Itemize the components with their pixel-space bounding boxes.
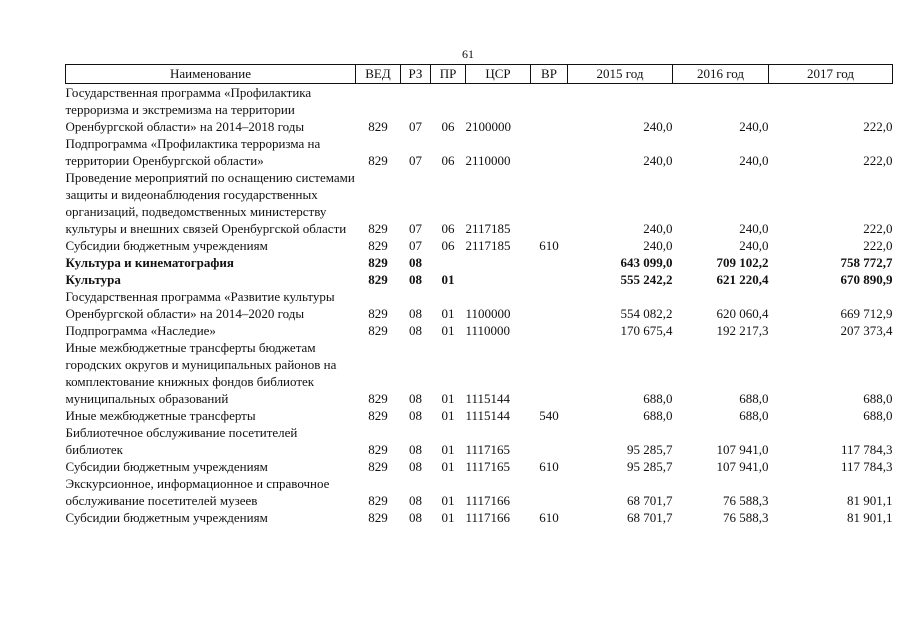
row-2016: 192 217,3 (716, 323, 769, 338)
row-rz: 07 (409, 238, 422, 253)
row-ved: 829 (368, 255, 388, 270)
header-name: Наименование (66, 65, 356, 84)
row-csr: 2110000 (465, 153, 511, 168)
row-2017: 81 901,1 (847, 493, 893, 508)
row-name: Подпрограмма «Наследие» (65, 323, 216, 338)
header-vr: ВР (531, 65, 568, 84)
row-2016: 107 941,0 (716, 459, 769, 474)
header-csr: ЦСР (466, 65, 531, 84)
row-csr: 1110000 (465, 323, 511, 338)
row-2017: 117 784,3 (840, 442, 893, 457)
row-name: Культура и кинематография (65, 255, 234, 270)
row-2016: 240,0 (739, 238, 769, 253)
row-2016: 76 588,3 (723, 493, 769, 508)
table-row (66, 271, 893, 288)
row-csr (466, 271, 531, 288)
table-row (66, 237, 893, 254)
row-csr: 2100000 (465, 119, 511, 134)
row-2016: 688,0 (739, 408, 769, 423)
row-2015: 170 675,4 (620, 323, 673, 338)
row-ved: 829 (368, 272, 388, 287)
row-2017: 669 712,9 (840, 306, 893, 321)
row-vr: 540 (539, 408, 559, 423)
row-vr (531, 339, 568, 407)
row-csr: 1117165 (465, 459, 511, 474)
header-pr: ПР (431, 65, 466, 84)
table-row (66, 322, 893, 339)
row-2015: 68 701,7 (627, 493, 673, 508)
row-pr: 01 (441, 272, 455, 287)
row-vr: 610 (539, 238, 559, 253)
row-name: Субсидии бюджетным учреждениям (65, 238, 268, 253)
row-2017: 222,0 (863, 238, 893, 253)
row-pr: 01 (441, 323, 455, 338)
row-pr: 01 (441, 442, 455, 457)
row-name: Иные межбюджетные трансферты бюджетам городских округов и муниципальных районов на комплектование книжных фондов библиотек муниципальных образований (65, 340, 337, 406)
row-pr: 01 (441, 408, 455, 423)
row-pr: 06 (441, 221, 455, 236)
row-2016: 240,0 (739, 153, 769, 168)
row-ved: 829 (368, 442, 388, 457)
row-vr (531, 288, 568, 322)
budget-table (65, 64, 893, 526)
row-2016: 620 060,4 (716, 306, 769, 321)
row-vr (531, 135, 568, 169)
row-rz: 08 (409, 442, 422, 457)
row-2015: 555 242,2 (620, 272, 673, 287)
row-name: Субсидии бюджетным учреждениям (65, 510, 268, 525)
row-name: Библиотечное обслуживание посетителей библиотек (65, 425, 298, 457)
row-pr: 06 (441, 153, 455, 168)
row-2016: 107 941,0 (716, 442, 769, 457)
row-2017: 222,0 (863, 153, 893, 168)
row-2015: 240,0 (643, 238, 673, 253)
row-2015: 95 285,7 (627, 459, 673, 474)
row-pr: 01 (441, 510, 455, 525)
row-pr: 06 (441, 119, 455, 134)
row-rz: 08 (409, 306, 422, 321)
row-pr: 01 (441, 459, 455, 474)
row-vr (531, 475, 568, 509)
header-2016: 2016 год (673, 65, 769, 84)
row-ved: 829 (368, 153, 388, 168)
row-vr (531, 271, 568, 288)
row-2017: 222,0 (863, 119, 893, 134)
row-2015: 554 082,2 (620, 306, 673, 321)
row-2015: 688,0 (643, 408, 673, 423)
row-name: Государственная программа «Профилактика терроризма и экстремизма на территории Оренбургской области» на 2014–2018 годы (65, 85, 312, 134)
row-vr: 610 (539, 510, 559, 525)
header-2017: 2017 год (769, 65, 893, 84)
row-csr: 1117166 (465, 510, 511, 525)
row-2017: 688,0 (863, 408, 893, 423)
row-2016: 709 102,2 (716, 255, 769, 270)
row-2017: 758 772,7 (840, 255, 893, 270)
row-2017: 222,0 (863, 221, 893, 236)
row-csr: 1115144 (465, 408, 511, 423)
row-2017: 81 901,1 (847, 510, 893, 525)
row-csr: 2117185 (465, 238, 511, 253)
row-rz: 08 (409, 459, 422, 474)
table-row (66, 424, 893, 458)
row-2015: 688,0 (643, 391, 673, 406)
row-name: Проведение мероприятий по оснащению системами защиты и видеонаблюдения государственных организаций, подведомственных министерству культуры и внешних связей Оренбургской области (65, 170, 355, 236)
row-rz: 08 (409, 408, 422, 423)
page-number: 61 (462, 47, 474, 61)
row-name: Субсидии бюджетным учреждениям (65, 459, 268, 474)
row-2016: 240,0 (739, 119, 769, 134)
row-csr: 1115144 (465, 391, 511, 406)
row-ved: 829 (368, 459, 388, 474)
row-rz: 07 (409, 119, 422, 134)
row-vr (531, 84, 568, 136)
row-vr: 610 (539, 459, 559, 474)
row-rz: 08 (409, 323, 422, 338)
row-name: Подпрограмма «Профилактика терроризма на территории Оренбургской области» (65, 136, 321, 168)
row-vr (531, 322, 568, 339)
row-rz: 07 (409, 221, 422, 236)
row-rz: 08 (409, 272, 422, 287)
table-row (66, 135, 893, 169)
row-rz: 08 (409, 391, 422, 406)
row-pr: 01 (441, 391, 455, 406)
row-name: Культура (65, 272, 121, 287)
row-ved: 829 (368, 510, 388, 525)
row-2015: 240,0 (643, 221, 673, 236)
row-pr (431, 254, 466, 271)
row-2015: 240,0 (643, 153, 673, 168)
row-name: Иные межбюджетные трансферты (65, 408, 256, 423)
row-pr: 01 (441, 493, 455, 508)
row-vr (531, 254, 568, 271)
row-rz: 08 (409, 255, 422, 270)
row-ved: 829 (368, 306, 388, 321)
table-row (66, 254, 893, 271)
row-2016: 688,0 (739, 391, 769, 406)
row-ved: 829 (368, 221, 388, 236)
row-csr: 1100000 (465, 306, 511, 321)
row-2015: 240,0 (643, 119, 673, 134)
table-row (66, 169, 893, 237)
header-ved: ВЕД (356, 65, 401, 84)
table-row (66, 339, 893, 407)
table-row (66, 407, 893, 424)
table-row (66, 288, 893, 322)
table-row (66, 475, 893, 509)
row-rz: 07 (409, 153, 422, 168)
row-rz: 08 (409, 510, 422, 525)
row-ved: 829 (368, 323, 388, 338)
row-ved: 829 (368, 238, 388, 253)
row-2017: 117 784,3 (840, 459, 893, 474)
row-csr (466, 254, 531, 271)
row-2016: 76 588,3 (723, 510, 769, 525)
row-csr: 1117165 (465, 442, 511, 457)
row-name: Экскурсионное, информационное и справочное обслуживание посетителей музеев (65, 476, 330, 508)
row-2015: 68 701,7 (627, 510, 673, 525)
row-ved: 829 (368, 408, 388, 423)
row-vr (531, 169, 568, 237)
header-rz: РЗ (401, 65, 431, 84)
row-vr (531, 424, 568, 458)
row-2015: 643 099,0 (620, 255, 673, 270)
row-csr: 2117185 (465, 221, 511, 236)
row-ved: 829 (368, 391, 388, 406)
table-header (66, 65, 893, 84)
row-2017: 670 890,9 (840, 272, 893, 287)
row-name: Государственная программа «Развитие культуры Оренбургской области» на 2014–2020 годы (65, 289, 335, 321)
row-rz: 08 (409, 493, 422, 508)
row-pr: 06 (441, 238, 455, 253)
header-2015: 2015 год (568, 65, 673, 84)
row-2017: 207 373,4 (840, 323, 893, 338)
row-ved: 829 (368, 493, 388, 508)
table-row (66, 458, 893, 475)
row-2016: 621 220,4 (716, 272, 769, 287)
row-2016: 240,0 (739, 221, 769, 236)
row-pr: 01 (441, 306, 455, 321)
row-ved: 829 (368, 119, 388, 134)
table-row (66, 84, 893, 136)
row-2015: 95 285,7 (627, 442, 673, 457)
row-2017: 688,0 (863, 391, 893, 406)
table-row (66, 509, 893, 526)
row-csr: 1117166 (465, 493, 511, 508)
